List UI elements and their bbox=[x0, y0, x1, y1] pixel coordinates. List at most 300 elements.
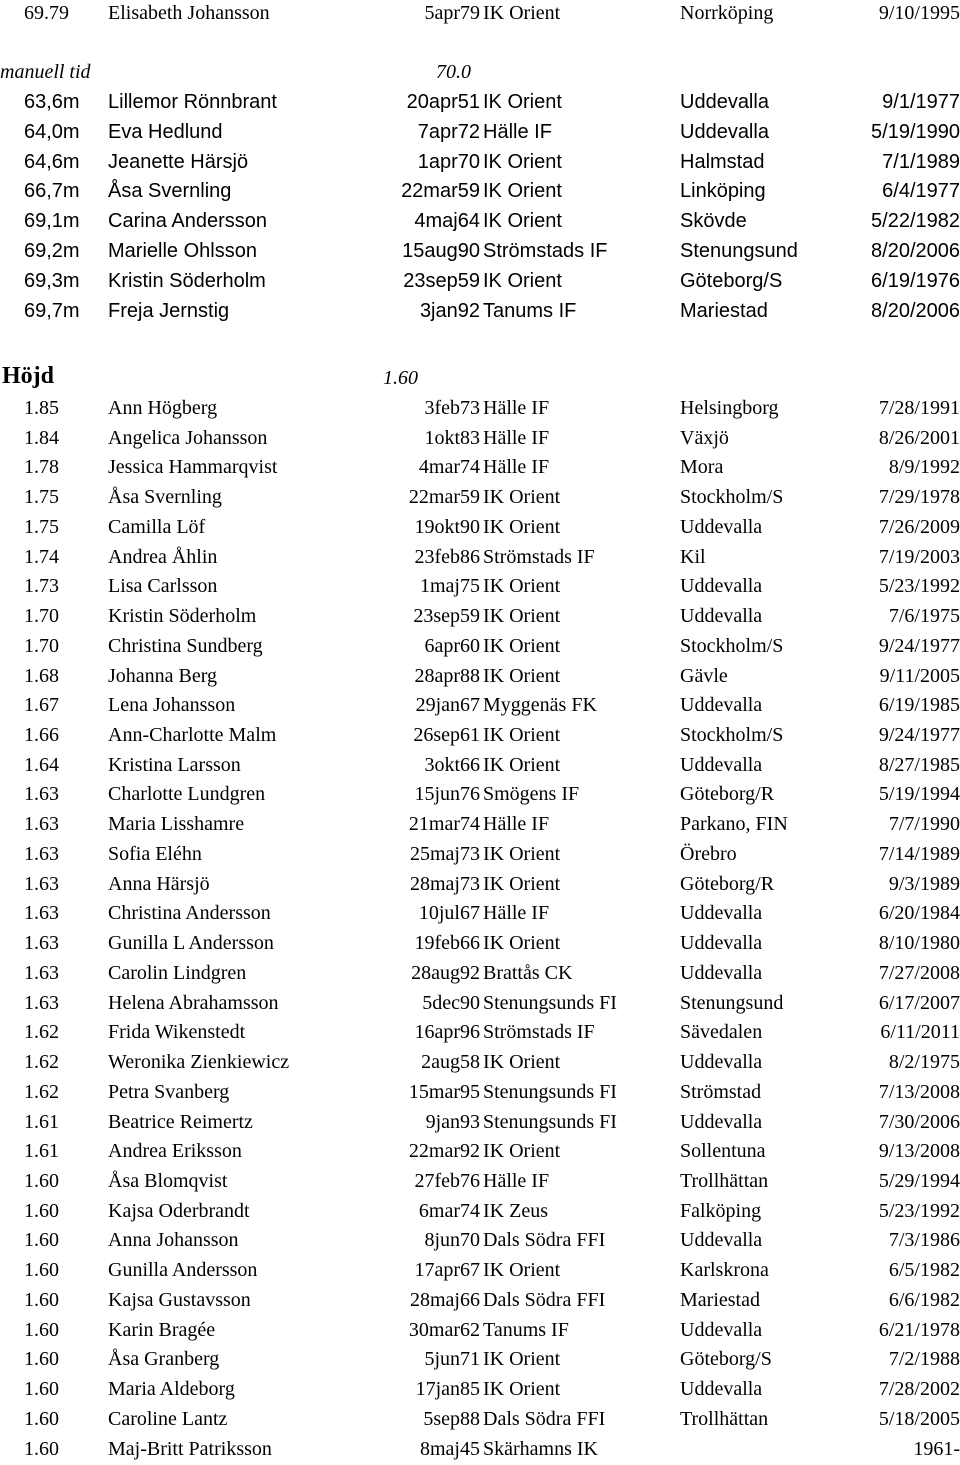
competition-date: 7/28/1991 bbox=[878, 397, 960, 419]
birth-date: 15jun76 bbox=[414, 783, 480, 806]
competition-date: 5/18/2005 bbox=[878, 1407, 960, 1430]
result-row bbox=[0, 1434, 960, 1464]
venue: Helsingborg bbox=[680, 397, 779, 419]
result-row bbox=[0, 1225, 960, 1255]
club-name: IK Orient bbox=[483, 210, 562, 233]
result-row bbox=[0, 1136, 960, 1166]
competition-date: 8/20/2006 bbox=[871, 240, 960, 262]
result-row bbox=[0, 512, 960, 542]
result-value: 1.70 bbox=[24, 605, 59, 628]
athlete-name: Andrea Eriksson bbox=[108, 1140, 242, 1163]
result-value: 1.66 bbox=[24, 724, 59, 747]
athlete-name: Weronika Zienkiewicz bbox=[108, 1051, 290, 1074]
result-row bbox=[0, 206, 960, 236]
result-row bbox=[0, 296, 960, 326]
athlete-name: Maj-Britt Patriksson bbox=[108, 1437, 272, 1460]
athlete-name: Carolin Lindgren bbox=[108, 961, 247, 984]
result-value: 1.75 bbox=[24, 515, 59, 538]
venue: Falköping bbox=[680, 1199, 762, 1222]
competition-date: 8/10/1980 bbox=[878, 932, 960, 955]
club-name: Hälle IF bbox=[483, 1169, 550, 1192]
result-value: 64,0m bbox=[24, 120, 80, 143]
result-row bbox=[0, 423, 960, 453]
club-name: Dals Södra FFI bbox=[483, 1407, 606, 1430]
competition-date: 9/24/1977 bbox=[878, 724, 960, 747]
venue: Norrköping bbox=[680, 2, 774, 24]
athlete-name: Frida Wikenstedt bbox=[108, 1021, 246, 1044]
venue: Uddevalla bbox=[680, 515, 763, 538]
competition-date: 7/19/2003 bbox=[878, 545, 960, 568]
club-name: Hälle IF bbox=[483, 456, 550, 479]
result-row bbox=[0, 1047, 960, 1077]
athlete-name: Camilla Löf bbox=[108, 515, 206, 538]
club-name: Dals Södra FFI bbox=[483, 1229, 606, 1252]
result-row bbox=[0, 176, 960, 206]
athlete-name: Caroline Lantz bbox=[108, 1407, 228, 1430]
result-row bbox=[0, 147, 960, 177]
result-value: 1.60 bbox=[24, 1348, 59, 1371]
club-name: IK Orient bbox=[483, 269, 562, 292]
athlete-name: Christina Andersson bbox=[108, 902, 271, 925]
birth-date: 22mar59 bbox=[401, 180, 480, 203]
athlete-name: Kristin Söderholm bbox=[108, 269, 266, 292]
athlete-name: Åsa Blomqvist bbox=[108, 1169, 228, 1192]
venue: Stockholm/S bbox=[680, 486, 784, 509]
result-value: 1.63 bbox=[24, 932, 59, 955]
venue: Uddevalla bbox=[680, 902, 763, 925]
club-name: Hälle IF bbox=[483, 902, 550, 925]
club-name: IK Orient bbox=[483, 486, 561, 509]
result-row bbox=[0, 1374, 960, 1404]
athlete-name: Gunilla L Andersson bbox=[108, 932, 274, 955]
club-name: IK Orient bbox=[483, 1140, 561, 1163]
competition-date: 9/10/1995 bbox=[878, 2, 960, 24]
athlete-name: Eva Hedlund bbox=[108, 120, 223, 143]
competition-date: 7/2/1988 bbox=[888, 1348, 960, 1371]
athlete-name: Freja Jernstig bbox=[108, 299, 230, 322]
competition-date: 8/20/2006 bbox=[871, 299, 960, 322]
venue: Uddevalla bbox=[680, 575, 763, 598]
birth-date: 26sep61 bbox=[413, 724, 480, 747]
birth-date: 17jan85 bbox=[415, 1378, 480, 1401]
competition-date: 5/19/1990 bbox=[871, 120, 960, 143]
result-row bbox=[0, 266, 960, 296]
athlete-name: Johanna Berg bbox=[108, 664, 218, 687]
result-row bbox=[0, 809, 960, 839]
club-name: Hälle IF bbox=[483, 813, 550, 836]
result-row bbox=[0, 750, 960, 780]
birth-date: 3okt66 bbox=[424, 753, 480, 776]
venue: Gävle bbox=[680, 664, 728, 687]
club-name: Skärhamns IK bbox=[483, 1437, 598, 1460]
venue: Uddevalla bbox=[680, 1318, 763, 1341]
venue: Halmstad bbox=[680, 150, 765, 173]
venue: Stenungsund bbox=[680, 991, 784, 1014]
competition-date: 8/27/1985 bbox=[878, 753, 960, 776]
club-name: IK Orient bbox=[483, 753, 561, 776]
competition-date: 7/14/1989 bbox=[878, 842, 960, 865]
athlete-name: Petra Svanberg bbox=[108, 1080, 230, 1103]
result-value: 1.61 bbox=[24, 1140, 59, 1163]
birth-date: 29jan67 bbox=[415, 694, 480, 717]
birth-date: 28maj66 bbox=[410, 1288, 480, 1311]
athlete-name: Anna Johansson bbox=[108, 1229, 239, 1252]
club-name: IK Orient bbox=[483, 1378, 561, 1401]
club-name: IK Orient bbox=[483, 842, 561, 865]
result-value: 1.62 bbox=[24, 1051, 59, 1074]
result-value: 1.70 bbox=[24, 634, 59, 657]
result-value: 66,7m bbox=[24, 180, 80, 203]
result-value: 1.68 bbox=[24, 664, 59, 687]
competition-date: 9/1/1977 bbox=[882, 91, 960, 113]
birth-date: 3feb73 bbox=[424, 397, 480, 419]
result-row bbox=[0, 1077, 960, 1107]
athlete-name: Gunilla Andersson bbox=[108, 1259, 258, 1282]
club-name: Dals Södra FFI bbox=[483, 1288, 606, 1311]
venue: Göteborg/S bbox=[680, 1348, 772, 1371]
result-value: 1.62 bbox=[24, 1080, 59, 1103]
club-name: IK Orient bbox=[483, 1051, 561, 1074]
club-name: IK Orient bbox=[483, 515, 561, 538]
birth-date: 28aug92 bbox=[411, 961, 480, 984]
competition-date: 7/27/2008 bbox=[878, 961, 960, 984]
result-value: 1.60 bbox=[24, 1437, 59, 1460]
result-row bbox=[0, 1166, 960, 1196]
competition-date: 6/11/2011 bbox=[880, 1021, 960, 1044]
birth-date: 1maj75 bbox=[420, 575, 480, 598]
result-value: 1.60 bbox=[24, 1259, 59, 1282]
result-value: 1.60 bbox=[24, 1169, 59, 1192]
competition-date: 7/13/2008 bbox=[878, 1080, 960, 1103]
result-row bbox=[0, 839, 960, 869]
competition-date: 6/17/2007 bbox=[878, 991, 960, 1014]
club-name: IK Orient bbox=[483, 91, 562, 113]
competition-date: 1961- bbox=[913, 1437, 960, 1460]
result-value: 1.74 bbox=[24, 545, 59, 568]
club-name: Strömstads IF bbox=[483, 240, 608, 262]
result-row bbox=[0, 601, 960, 631]
result-value: 1.84 bbox=[24, 426, 59, 449]
venue: Mora bbox=[680, 456, 724, 479]
competition-date: 7/3/1986 bbox=[888, 1229, 960, 1252]
result-row bbox=[0, 542, 960, 572]
club-name: IK Orient bbox=[483, 1348, 561, 1371]
venue: Mariestad bbox=[680, 299, 768, 322]
result-value: 1.63 bbox=[24, 991, 59, 1014]
club-name: Strömstads IF bbox=[483, 545, 595, 568]
athlete-name: Sofia Eléhn bbox=[108, 842, 202, 865]
athlete-name: Elisabeth Johansson bbox=[108, 2, 270, 24]
result-row bbox=[0, 690, 960, 720]
club-name: IK Orient bbox=[483, 605, 561, 628]
venue: Uddevalla bbox=[680, 932, 763, 955]
club-name: Hälle IF bbox=[483, 120, 552, 143]
athlete-name: Ann-Charlotte Malm bbox=[108, 724, 277, 747]
club-name: Hälle IF bbox=[483, 397, 550, 419]
venue: Uddevalla bbox=[680, 1051, 763, 1074]
competition-date: 8/9/1992 bbox=[888, 456, 960, 479]
venue: Göteborg/R bbox=[680, 872, 775, 895]
competition-date: 9/13/2008 bbox=[878, 1140, 960, 1163]
athlete-name: Kristina Larsson bbox=[108, 753, 241, 776]
birth-date: 28apr88 bbox=[414, 664, 480, 687]
athlete-name: Jessica Hammarqvist bbox=[108, 456, 278, 479]
birth-date: 5dec90 bbox=[422, 991, 480, 1014]
club-name: Hälle IF bbox=[483, 426, 550, 449]
athlete-name: Åsa Svernling bbox=[108, 180, 232, 203]
venue: Uddevalla bbox=[680, 120, 769, 143]
venue: Stockholm/S bbox=[680, 634, 784, 657]
result-value: 69,3m bbox=[24, 269, 80, 292]
club-name: Myggenäs FK bbox=[483, 694, 597, 717]
birth-date: 16apr96 bbox=[414, 1021, 480, 1044]
result-value: 64,6m bbox=[24, 150, 80, 173]
club-name: Stenungsunds FI bbox=[483, 1110, 617, 1133]
section-limit: 70.0 bbox=[436, 61, 471, 83]
result-value: 1.73 bbox=[24, 575, 59, 598]
birth-date: 15aug90 bbox=[402, 240, 480, 262]
athlete-name: Åsa Granberg bbox=[108, 1348, 220, 1371]
venue: Linköping bbox=[680, 180, 766, 203]
section-heading: Höjd bbox=[2, 363, 55, 389]
athlete-name: Andrea Åhlin bbox=[108, 545, 218, 568]
result-value: 1.61 bbox=[24, 1110, 59, 1133]
athlete-name: Kajsa Gustavsson bbox=[108, 1288, 251, 1311]
result-row bbox=[0, 482, 960, 512]
birth-date: 19feb66 bbox=[414, 932, 480, 955]
competition-date: 5/19/1994 bbox=[878, 783, 960, 806]
result-value: 69.79 bbox=[24, 2, 69, 24]
result-row bbox=[0, 988, 960, 1018]
athlete-name: Beatrice Reimertz bbox=[108, 1110, 253, 1133]
venue: Uddevalla bbox=[680, 1229, 763, 1252]
birth-date: 21mar74 bbox=[408, 813, 480, 836]
birth-date: 10jul67 bbox=[418, 902, 480, 925]
venue: Trollhättan bbox=[680, 1407, 769, 1430]
competition-date: 7/26/2009 bbox=[878, 515, 960, 538]
competition-date: 6/6/1982 bbox=[888, 1288, 960, 1311]
club-name: IK Orient bbox=[483, 634, 561, 657]
athlete-name: Lillemor Rönnbrant bbox=[108, 91, 277, 113]
venue: Örebro bbox=[680, 842, 737, 865]
competition-date: 6/5/1982 bbox=[888, 1259, 960, 1282]
result-value: 1.62 bbox=[24, 1021, 59, 1044]
competition-date: 7/30/2006 bbox=[878, 1110, 960, 1133]
birth-date: 5sep88 bbox=[423, 1407, 480, 1430]
athlete-name: Kristin Söderholm bbox=[108, 605, 257, 628]
club-name: Stenungsunds FI bbox=[483, 1080, 617, 1103]
venue: Parkano, FIN bbox=[680, 813, 788, 836]
result-row bbox=[0, 236, 960, 266]
competition-date: 8/26/2001 bbox=[878, 426, 960, 449]
venue: Uddevalla bbox=[680, 605, 763, 628]
result-row bbox=[0, 393, 960, 423]
result-row bbox=[0, 720, 960, 750]
competition-date: 7/28/2002 bbox=[878, 1378, 960, 1401]
club-name: IK Orient bbox=[483, 575, 561, 598]
result-row bbox=[0, 869, 960, 899]
competition-date: 7/1/1989 bbox=[882, 150, 960, 173]
birth-date: 2aug58 bbox=[421, 1051, 480, 1074]
result-row bbox=[0, 571, 960, 601]
birth-date: 27feb76 bbox=[414, 1169, 480, 1192]
competition-date: 5/23/1992 bbox=[878, 1199, 960, 1222]
athlete-name: Helena Abrahamsson bbox=[108, 991, 279, 1014]
result-value: 1.85 bbox=[24, 397, 59, 419]
result-value: 1.67 bbox=[24, 694, 59, 717]
club-name: Tanums IF bbox=[483, 1318, 569, 1341]
club-name: Strömstads IF bbox=[483, 1021, 595, 1044]
athlete-name: Anna Härsjö bbox=[108, 872, 210, 895]
birth-date: 8jun70 bbox=[424, 1229, 480, 1252]
result-value: 1.75 bbox=[24, 486, 59, 509]
venue: Uddevalla bbox=[680, 1110, 763, 1133]
venue: Skövde bbox=[680, 210, 747, 233]
athlete-name: Ann Högberg bbox=[108, 397, 218, 419]
section-limit: 1.60 bbox=[383, 367, 418, 389]
birth-date: 23sep59 bbox=[403, 269, 480, 292]
birth-date: 8maj45 bbox=[420, 1437, 480, 1460]
birth-date: 9jan93 bbox=[425, 1110, 480, 1133]
athlete-name: Kajsa Oderbrandt bbox=[108, 1199, 250, 1222]
athlete-name: Christina Sundberg bbox=[108, 634, 263, 657]
result-row bbox=[0, 898, 960, 928]
club-name: IK Orient bbox=[483, 724, 561, 747]
competition-date: 7/29/1978 bbox=[878, 486, 960, 509]
result-value: 1.63 bbox=[24, 842, 59, 865]
result-row bbox=[0, 1315, 960, 1345]
athlete-name: Carina Andersson bbox=[108, 210, 267, 233]
birth-date: 23sep59 bbox=[413, 605, 480, 628]
club-name: IK Orient bbox=[483, 180, 562, 203]
competition-date: 6/19/1976 bbox=[871, 269, 960, 292]
result-row bbox=[0, 0, 960, 28]
birth-date: 30mar62 bbox=[408, 1318, 480, 1341]
result-row bbox=[0, 87, 960, 117]
result-row bbox=[0, 1344, 960, 1374]
athlete-name: Charlotte Lundgren bbox=[108, 783, 266, 806]
result-row bbox=[0, 452, 960, 482]
athlete-name: Angelica Johansson bbox=[108, 426, 268, 449]
result-value: 1.60 bbox=[24, 1318, 59, 1341]
birth-date: 4maj64 bbox=[414, 210, 480, 233]
result-row bbox=[0, 661, 960, 691]
result-value: 69,7m bbox=[24, 299, 80, 322]
athlete-name: Maria Aldeborg bbox=[108, 1378, 235, 1401]
birth-date: 22mar59 bbox=[408, 486, 480, 509]
venue: Karlskrona bbox=[680, 1259, 769, 1282]
result-value: 1.60 bbox=[24, 1407, 59, 1430]
result-row bbox=[0, 1107, 960, 1137]
venue: Uddevalla bbox=[680, 1378, 763, 1401]
result-row bbox=[0, 928, 960, 958]
result-row bbox=[0, 1017, 960, 1047]
birth-date: 4mar74 bbox=[418, 456, 480, 479]
venue: Sollentuna bbox=[680, 1140, 766, 1163]
birth-date: 25maj73 bbox=[410, 842, 480, 865]
venue: Göteborg/R bbox=[680, 783, 775, 806]
club-name: IK Orient bbox=[483, 932, 561, 955]
birth-date: 17apr67 bbox=[414, 1259, 480, 1282]
result-value: 1.63 bbox=[24, 783, 59, 806]
birth-date: 7apr72 bbox=[417, 120, 480, 143]
venue: Uddevalla bbox=[680, 961, 763, 984]
result-row bbox=[0, 1196, 960, 1226]
competition-date: 5/22/1982 bbox=[871, 210, 960, 233]
competition-date: 9/24/1977 bbox=[878, 634, 960, 657]
result-value: 63,6m bbox=[24, 91, 80, 113]
athlete-name: Maria Lisshamre bbox=[108, 813, 245, 836]
competition-date: 6/20/1984 bbox=[878, 902, 960, 925]
club-name: IK Orient bbox=[483, 664, 561, 687]
result-value: 69,2m bbox=[24, 240, 80, 262]
club-name: Brattås CK bbox=[483, 961, 573, 984]
birth-date: 20apr51 bbox=[406, 91, 480, 113]
result-value: 1.63 bbox=[24, 872, 59, 895]
competition-date: 9/3/1989 bbox=[888, 872, 960, 895]
competition-date: 7/7/1990 bbox=[888, 813, 960, 836]
result-value: 1.60 bbox=[24, 1288, 59, 1311]
club-name: Stenungsunds FI bbox=[483, 991, 617, 1014]
result-value: 1.60 bbox=[24, 1199, 59, 1222]
competition-date: 6/21/1978 bbox=[878, 1318, 960, 1341]
club-name: IK Orient bbox=[483, 872, 561, 895]
result-value: 1.63 bbox=[24, 961, 59, 984]
result-value: 69,1m bbox=[24, 210, 80, 233]
result-value: 1.60 bbox=[24, 1229, 59, 1252]
venue: Stockholm/S bbox=[680, 724, 784, 747]
result-row bbox=[0, 1404, 960, 1434]
result-row bbox=[0, 1285, 960, 1315]
club-name: IK Orient bbox=[483, 150, 562, 173]
birth-date: 23feb86 bbox=[414, 545, 480, 568]
venue: Uddevalla bbox=[680, 694, 763, 717]
competition-date: 8/2/1975 bbox=[888, 1051, 960, 1074]
result-row bbox=[0, 117, 960, 147]
competition-date: 5/23/1992 bbox=[878, 575, 960, 598]
athlete-name: Lisa Carlsson bbox=[108, 575, 218, 598]
competition-date: 6/19/1985 bbox=[878, 694, 960, 717]
result-value: 1.64 bbox=[24, 753, 59, 776]
result-row bbox=[0, 958, 960, 988]
venue: Kil bbox=[680, 545, 706, 568]
athlete-name: Åsa Svernling bbox=[108, 486, 222, 509]
birth-date: 22mar92 bbox=[408, 1140, 480, 1163]
birth-date: 6mar74 bbox=[418, 1199, 480, 1222]
result-row bbox=[0, 1255, 960, 1285]
club-name: Smögens IF bbox=[483, 783, 580, 806]
result-value: 1.63 bbox=[24, 813, 59, 836]
venue: Sävedalen bbox=[680, 1021, 763, 1044]
birth-date: 19okt90 bbox=[414, 515, 480, 538]
venue: Strömstad bbox=[680, 1080, 762, 1103]
venue: Göteborg/S bbox=[680, 269, 783, 292]
club-name: IK Zeus bbox=[483, 1199, 548, 1222]
club-name: Tanums IF bbox=[483, 299, 577, 322]
venue: Uddevalla bbox=[680, 753, 763, 776]
athlete-name: Karin Bragée bbox=[108, 1318, 216, 1341]
competition-date: 9/11/2005 bbox=[879, 664, 960, 687]
athlete-name: Lena Johansson bbox=[108, 694, 236, 717]
venue: Uddevalla bbox=[680, 91, 769, 113]
result-row bbox=[0, 631, 960, 661]
club-name: IK Orient bbox=[483, 2, 561, 24]
birth-date: 1okt83 bbox=[424, 426, 480, 449]
birth-date: 15mar95 bbox=[408, 1080, 480, 1103]
venue: Växjö bbox=[680, 426, 729, 449]
result-value: 1.78 bbox=[24, 456, 59, 479]
competition-date: 5/29/1994 bbox=[878, 1169, 960, 1192]
